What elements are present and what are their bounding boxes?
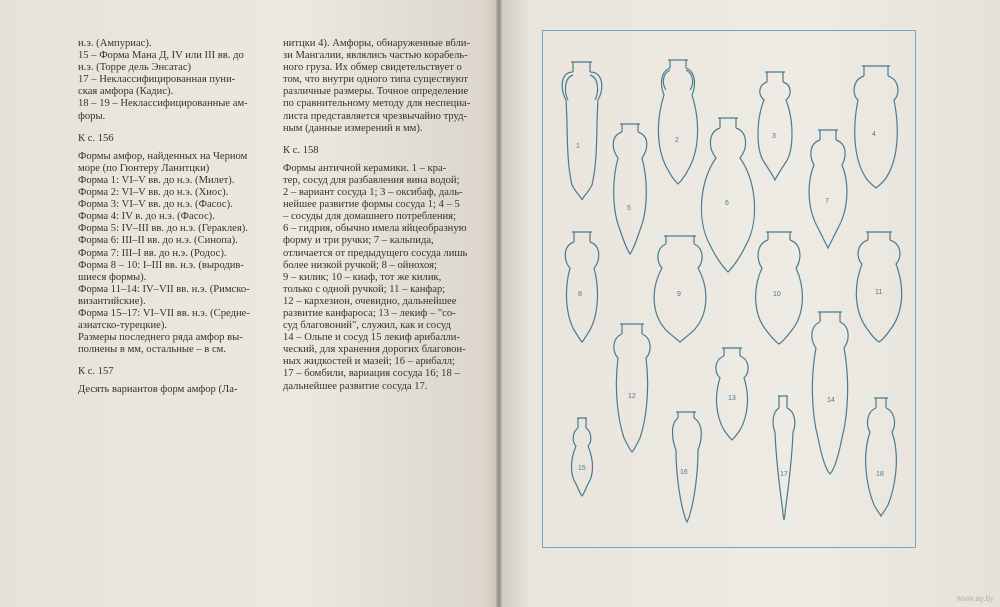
- text-line: листа представляется чрезвычайно труд-: [283, 110, 468, 122]
- watermark: www.ay.by: [956, 594, 994, 603]
- figure-label: 17: [780, 471, 788, 478]
- text-line: форму и три ручки; 7 – кальпида,: [283, 235, 434, 247]
- text-line: 15 – Форма Мана Д, IV или III вв. до: [78, 50, 244, 62]
- section-heading: К с. 156: [78, 132, 114, 144]
- section-heading: К с. 158: [283, 144, 319, 156]
- text-line: Форма 5: IV–III вв. до н.э. (Гераклея).: [78, 223, 248, 235]
- text-line: ным (данные измерений в мм).: [283, 122, 423, 134]
- text-line: различные размеры. Точное определение: [283, 86, 469, 98]
- figure-label: 18: [876, 471, 884, 478]
- text-line: Форма 1: VI–V вв. до н.э. (Милет).: [78, 174, 235, 186]
- text-line: море (по Гюнтеру Ланитцки): [78, 162, 210, 174]
- text-line: шиеся формы).: [78, 271, 147, 283]
- text-line: Форма 7: III–I вв. до н.э. (Родос).: [78, 247, 227, 259]
- text-line: отличается от предыдущего сосуда лишь: [283, 247, 468, 259]
- text-line: 6 – гидрия, обычно имела яйцеобразную: [283, 223, 467, 235]
- text-line: форы.: [78, 110, 106, 122]
- figure-label: 2: [675, 137, 679, 144]
- text-line: 18 – 19 – Неклассифицированные ам-: [78, 98, 248, 110]
- amphora-17: [773, 396, 795, 520]
- text-line: Форма 3: VI–V вв. до н.э. (Фасос).: [78, 199, 233, 211]
- amphora-9: [654, 236, 706, 342]
- figure-label: 16: [680, 469, 688, 476]
- amphora-7: [809, 130, 847, 248]
- figure-label: 7: [825, 198, 829, 205]
- text-line: суд благовоний", служил, как и сосуд: [283, 320, 451, 332]
- amphora-5: [613, 124, 647, 254]
- text-line: ческий, для хранения дорогих благовон-: [283, 344, 466, 356]
- text-line: ская амфора (Кадис).: [78, 86, 174, 98]
- text-line: нейшее развитие формы сосуда 1; 4 – 5: [283, 199, 460, 211]
- text-line: Форма 6: III–II вв. до н.э. (Синопа).: [78, 235, 238, 247]
- figure-label: 8: [578, 291, 582, 298]
- text-line: развитие канфароса; 13 – лекиф – "со-: [283, 307, 456, 319]
- text-line: 12 – кархезион, очевидно, дальнейшее: [283, 295, 457, 307]
- text-line: Формы античной керамики. 1 – кра-: [283, 162, 447, 174]
- amphora-4: [854, 66, 898, 188]
- amphora-2: [658, 60, 697, 184]
- text-line: 14 – Ольпе и сосуд 15 лекиф арибалли-: [283, 332, 460, 344]
- text-line: – сосуды для домашнего потребления;: [283, 211, 456, 223]
- figure-label: 1: [576, 143, 580, 150]
- figure-label: 5: [627, 205, 631, 212]
- text-line: только с одной ручкой; 11 – канфар;: [283, 283, 446, 295]
- text-line: н.э. (Ампуриас).: [78, 38, 152, 49]
- amphora-11: [856, 232, 901, 342]
- text-line: Форма 11–14: IV–VII вв. н.э. (Римско-: [78, 283, 250, 295]
- section-heading: К с. 157: [78, 366, 114, 378]
- text-line: Форма 2: VI–V вв. до н.э. (Хиос).: [78, 187, 229, 199]
- text-line: тер, сосуд для разбавления вина водой;: [283, 174, 460, 186]
- figure-label: 15: [578, 465, 586, 472]
- figure-label: 10: [773, 291, 781, 298]
- text-line: 9 – килик; 10 – киаф, тот же килик,: [283, 271, 442, 283]
- text-line: 2 – вариант сосуда 1; 3 – оксибаф, даль-: [283, 187, 463, 199]
- text-line: том, что внутри одного типа существуют: [283, 74, 469, 86]
- text-line: полнены в мм, остальные – в см.: [78, 344, 226, 356]
- amphora-18: [866, 398, 897, 516]
- amphora-15: [572, 418, 593, 496]
- figure-label: 13: [728, 395, 736, 402]
- text-line: 17 – Неклассифицированная пуни-: [78, 74, 236, 86]
- figure-label: 3: [772, 133, 776, 140]
- text-line: Форма 15–17: VI–VII вв. н.э. (Средне-: [78, 307, 250, 319]
- text-line: по сравнительному методу для неспециа-: [283, 98, 471, 110]
- text-line: н.э. (Торре дель Энсатас): [78, 62, 192, 74]
- amphora-16: [673, 412, 702, 522]
- text-line: азиатско-турецкие).: [78, 320, 168, 332]
- text-line: византийские).: [78, 295, 146, 307]
- amphora-14: [812, 312, 848, 474]
- figure-label: 14: [827, 397, 835, 404]
- text-line: дальнейшее развитие сосуда 17.: [283, 380, 428, 392]
- text-line: Форма 4: IV в. до н.э. (Фасос).: [78, 211, 215, 223]
- amphora-12: [614, 324, 650, 452]
- text-line: нитцки 4). Амфоры, обнаруженные вбли-: [283, 38, 470, 49]
- figure-label: 9: [677, 291, 681, 298]
- text-line: Формы амфор, найденных на Черном: [78, 150, 248, 162]
- text-line: Десять вариантов форм амфор (Ла-: [78, 384, 238, 396]
- figure-label: 6: [725, 200, 729, 207]
- text-line: 17 – бомбили, вариация сосуда 16; 18 –: [283, 368, 460, 380]
- amphora-6: [701, 118, 754, 272]
- amphora-13: [716, 348, 748, 440]
- amphora-8: [565, 232, 599, 342]
- text-line: ного груза. Их обмер свидетельствует о: [283, 62, 462, 74]
- amphora-3: [758, 72, 792, 180]
- text-line: более низкой ручкой; 8 – ойнохоя;: [283, 259, 437, 271]
- figure-label: 11: [875, 289, 883, 296]
- text-line: Размеры последнего ряда амфор вы-: [78, 332, 243, 344]
- amphora-1: [562, 62, 602, 200]
- figure-label: 4: [872, 131, 876, 138]
- amphora-10: [756, 232, 803, 344]
- text-line: зи Мангалии, являлись частью корабель-: [283, 50, 468, 62]
- text-line: ных жидкостей и мазей; 16 – арибалл;: [283, 356, 455, 368]
- text-line: Форма 8 – 10: I–III вв. н.э. (выродив-: [78, 259, 244, 271]
- figure-label: 12: [628, 393, 636, 400]
